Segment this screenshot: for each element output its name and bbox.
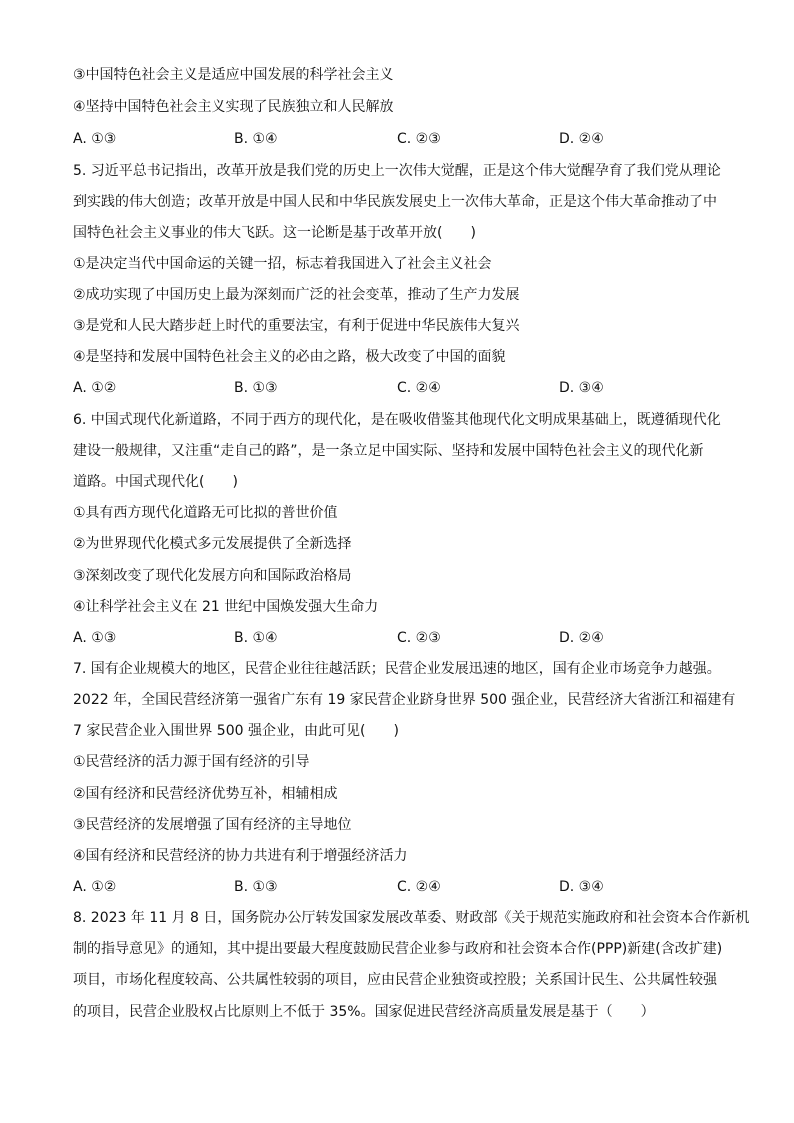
q6-option-b[interactable]: B. ①④ [234, 630, 278, 646]
q7-answer-options [73, 877, 733, 897]
statement-4: ④坚持中国特色社会主义实现了民族独立和人民解放 [73, 99, 394, 115]
statement-3: ③中国特色社会主义是适应中国发展的科学社会主义 [73, 67, 394, 83]
q5-option-a[interactable]: A. ①② [73, 380, 117, 396]
q5-statement-2: ②成功实现了中国历史上最为深刻而广泛的社会变革，推动了生产力发展 [73, 287, 520, 303]
q7-statement-4: ④国有经济和民营经济的协力共进有利于增强经济活力 [73, 848, 408, 864]
q6-stem-line-1: 6. 中国式现代化新道路，不同于西方的现代化，是在吸收借鉴其他现代化文明成果基础上，既遵循现代化 [73, 412, 721, 428]
q8-stem-line-4: 的项目，民营企业股权占比原则上不低于 35%。国家促进民营经济高质量发展是基于（ ） [73, 1004, 655, 1020]
q5-answer-options [73, 378, 733, 398]
q7-stem-line-2: 2022 年，全国民营经济第一强省广东有 19 家民营企业跻身世界 500 强企业，民营经济大省浙江和福建有 [73, 692, 736, 708]
q7-statement-1: ①民营经济的活力源于国有经济的引导 [73, 754, 310, 770]
q5-statement-4: ④是坚持和发展中国特色社会主义的必由之路，极大改变了中国的面貌 [73, 349, 506, 365]
q5-stem-line-2: 到实践的伟大创造；改革开放是中国人民和中华民族发展史上一次伟大革命，正是这个伟大革命推动了中 [73, 194, 717, 210]
q7-statement-2: ②国有经济和民营经济优势互补，相辅相成 [73, 786, 338, 802]
option-b[interactable]: B. ①④ [234, 131, 278, 147]
option-a[interactable]: A. ①③ [73, 131, 117, 147]
q5-option-b[interactable]: B. ①③ [234, 380, 278, 396]
q6-stem-line-2: 建设一般规律，又注重“走自己的路”，是一条立足中国实际、坚持和发展中国特色社会主义的现代化新 [73, 443, 704, 459]
q6-stem-line-3: 道路。中国式现代化( ) [73, 474, 238, 490]
q6-option-c[interactable]: C. ②③ [397, 630, 441, 646]
option-c[interactable]: C. ②③ [397, 131, 441, 147]
option-d[interactable]: D. ②④ [559, 131, 604, 147]
q6-statement-2: ②为世界现代化模式多元发展提供了全新选择 [73, 536, 352, 552]
q6-statement-4: ④让科学社会主义在 21 世纪中国焕发强大生命力 [73, 599, 379, 615]
q5-option-d[interactable]: D. ③④ [559, 380, 604, 396]
q7-stem-line-1: 7. 国有企业规模大的地区，民营企业往往越活跃；民营企业发展迅速的地区，国有企业市场竞争力越强。 [73, 661, 721, 677]
q5-statement-1: ①是决定当代中国命运的关键一招，标志着我国进入了社会主义社会 [73, 256, 492, 272]
q6-option-a[interactable]: A. ①③ [73, 630, 117, 646]
q6-option-d[interactable]: D. ②④ [559, 630, 604, 646]
q7-option-a[interactable]: A. ①② [73, 879, 117, 895]
q7-stem-line-3: 7 家民营企业入围世界 500 强企业，由此可见( ) [73, 723, 399, 739]
q6-statement-1: ①具有西方现代化道路无可比拟的普世价值 [73, 505, 338, 521]
q8-stem-line-3: 项目，市场化程度较高、公共属性较弱的项目，应由民营企业独资或控股；关系国计民生、公共属性较强 [73, 972, 717, 988]
q7-option-d[interactable]: D. ③④ [559, 879, 604, 895]
q7-option-b[interactable]: B. ①③ [234, 879, 278, 895]
q6-statement-3: ③深刻改变了现代化发展方向和国际政治格局 [73, 568, 352, 584]
q7-statement-3: ③民营经济的发展增强了国有经济的主导地位 [73, 817, 352, 833]
answer-options [73, 129, 733, 149]
q8-stem-line-1: 8. 2023 年 11 月 8 日，国务院办公厅转发国家发展改革委、财政部《关于规范实施政府和社会资本合作新机 [73, 910, 750, 926]
q8-stem-line-2: 制的指导意见》的通知，其中提出要最大程度鼓励民营企业参与政府和社会资本合作(PPP)新建(含改扩建) [73, 941, 723, 957]
q5-statement-3: ③是党和人民大踏步赶上时代的重要法宝，有利于促进中华民族伟大复兴 [73, 318, 520, 334]
q5-stem-line-3: 国特色社会主义事业的伟大飞跃。这一论断是基于改革开放( ) [73, 225, 476, 241]
q6-answer-options [73, 628, 733, 648]
q5-stem-line-1: 5. 习近平总书记指出，改革开放是我们党的历史上一次伟大觉醒，正是这个伟大觉醒孕育了我们党从理论 [73, 163, 721, 179]
q7-option-c[interactable]: C. ②④ [397, 879, 441, 895]
q5-option-c[interactable]: C. ②④ [397, 380, 441, 396]
